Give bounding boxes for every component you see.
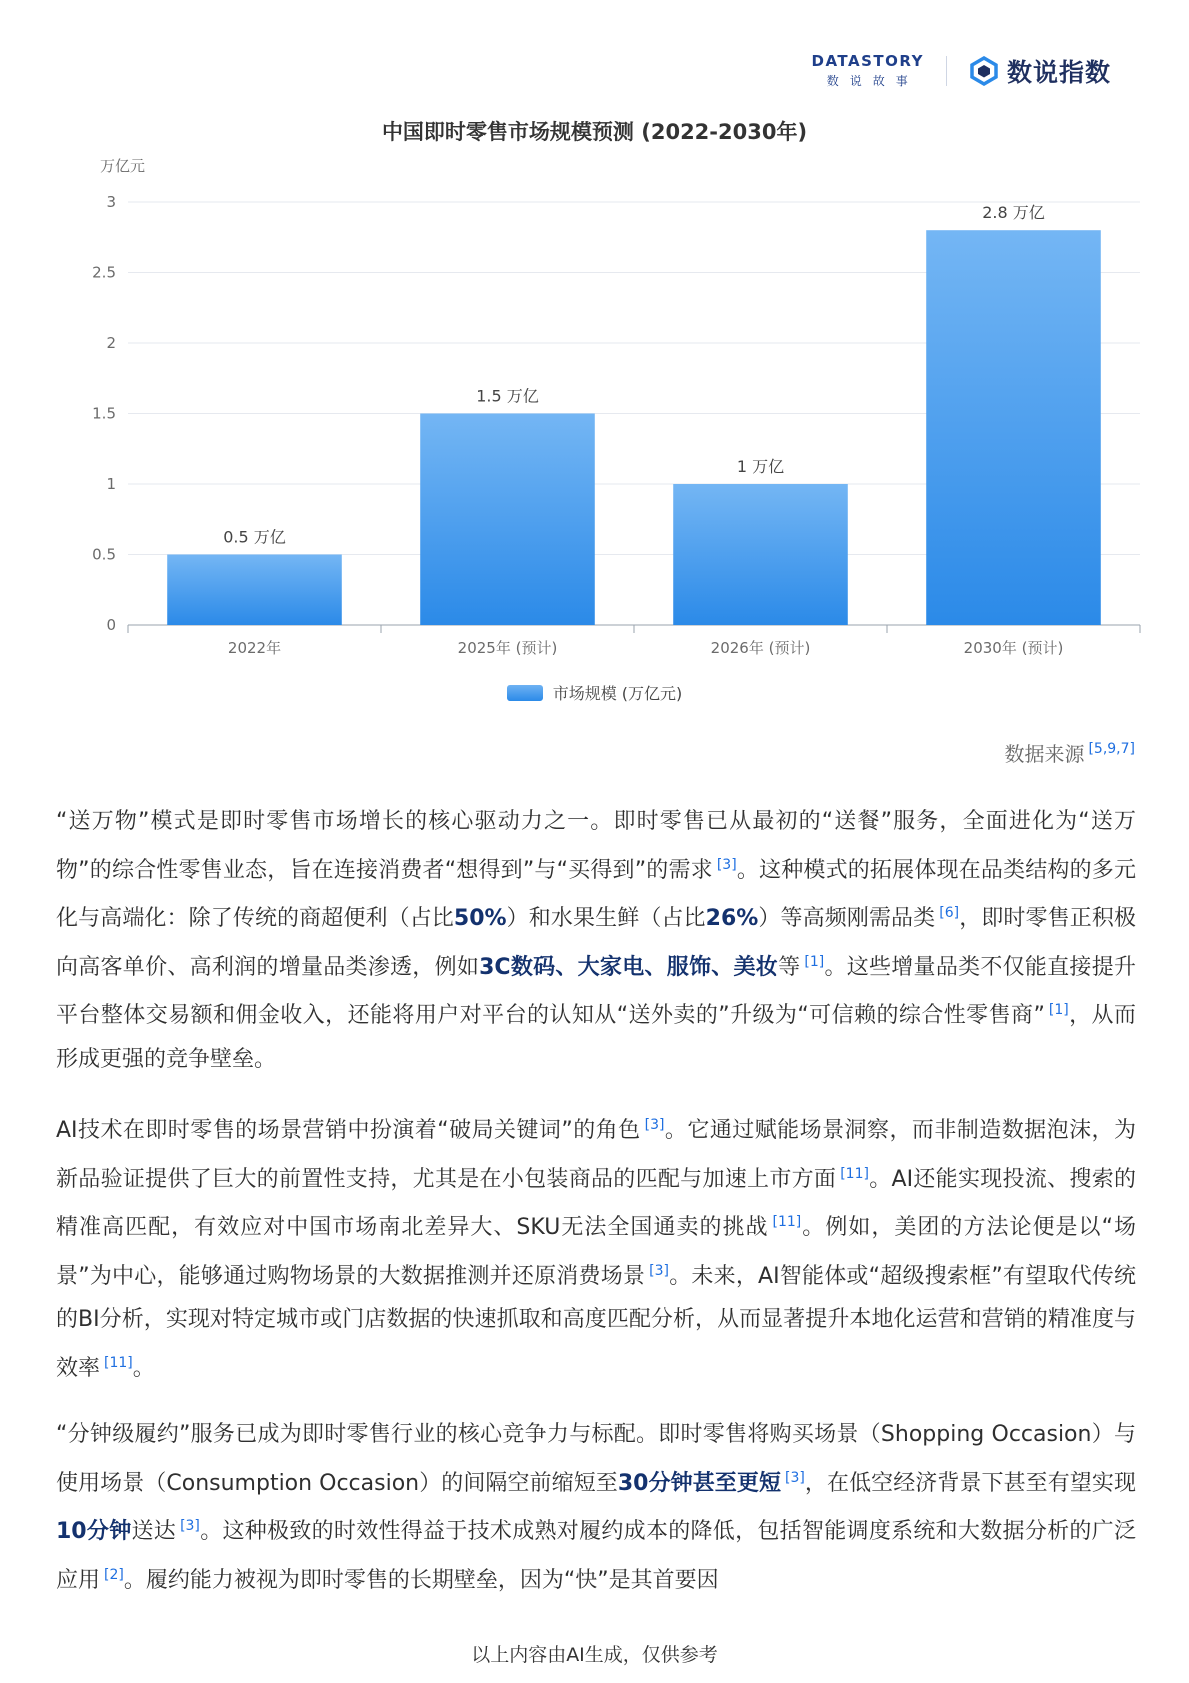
citation[interactable]: [11] <box>772 1214 802 1230</box>
chart-title: 中国即时零售市场规模预测 (2022-2030年) <box>381 120 808 144</box>
data-source-label: 数据来源 <box>1004 742 1085 766</box>
y-tick-label: 2 <box>106 334 116 352</box>
bar[interactable] <box>167 555 342 626</box>
paragraph-2: AI技术在即时零售的场景营销中扮演着“破局关键词”的角色 [3]。它通过赋能场景洞察，而非制造数据泡沫，为新品验证提供了巨大的前置性支持，尤其是在小包装商品的匹配与加速上市方面 [11]。AI还能实现投流、搜索的精准高匹配，有效应对中国市场南北差异大、SKU无法全国通卖的挑战 [11]。例如，美团的方法论便是以“场景”为中心，能够通过购物场景的大数据推测并还原消费场景 [3]。未来，AI智能体或“超级搜索框”有望取代传统的BI分析，实现对特定城市或门店数据的快速抓取和高度匹配分析，从而显著提升本地化运营和营销的精准度与效率 [11]。 <box>56 1117 1136 1381</box>
y-tick-label: 0.5 <box>92 545 116 564</box>
y-tick-label: 3 <box>106 193 116 211</box>
article-content <box>56 800 1136 1625</box>
bar-data-label: 1.5 万亿 <box>476 386 539 406</box>
bar-data-label: 1 万亿 <box>736 457 785 476</box>
data-source <box>1004 738 1135 767</box>
citation[interactable]: [1] <box>804 953 825 970</box>
bar-data-label: 2.8 万亿 <box>982 203 1045 223</box>
citation[interactable]: [2] <box>104 1566 124 1583</box>
citation[interactable]: [3] <box>180 1518 200 1534</box>
citation[interactable]: [3] <box>644 1117 665 1133</box>
citation[interactable]: [6] <box>939 905 960 921</box>
footer-disclaimer: 以上内容由AI生成，仅供参考 <box>471 1644 718 1666</box>
page-header <box>812 52 1111 89</box>
citation[interactable]: [3] <box>716 856 737 873</box>
citation[interactable]: [11] <box>840 1165 869 1182</box>
bar[interactable] <box>673 484 848 625</box>
brand-logo-icon <box>969 56 999 86</box>
legend-swatch <box>507 685 543 701</box>
bar-chart <box>0 150 1189 680</box>
header-divider <box>946 56 947 86</box>
x-tick-label: 2026年 (预计) <box>710 639 811 657</box>
highlight: 3C数码、大家电、服饰、美妆 <box>479 954 779 980</box>
bar[interactable] <box>420 414 595 626</box>
datastory-logo-en: DATASTORY <box>811 52 924 70</box>
highlight: 30分钟甚至更短 <box>617 1470 782 1496</box>
datastory-logo-cn: 数说故事 <box>826 74 919 88</box>
citation[interactable]: [3] <box>649 1262 669 1279</box>
highlight: 50% <box>453 906 507 931</box>
y-axis-label: 万亿元 <box>100 157 146 175</box>
x-tick-label: 2022年 <box>227 639 282 657</box>
y-tick-label: 1.5 <box>92 404 116 423</box>
y-tick-label: 1 <box>106 475 116 493</box>
brand-name: 数说指数 <box>1006 57 1111 87</box>
paragraph-3: “分钟级履约”服务已成为即时零售行业的核心竞争力与标配。即时零售将购买场景（Shopping Occasion）与使用场景（Consumption Occasion）的间隔空前缩短至30分钟甚至更短 [3]，在低空经济背景下甚至有望实现10分钟送达 [3]。这种极致的时效性得益于技术成熟对履约成本的降低，包括智能调度系统和大数据分析的广泛应用 [2]。履约能力被视为即时零售的长期壁垒，因为“快”是其首要因 <box>56 1422 1136 1593</box>
citation[interactable]: [3] <box>785 1469 805 1486</box>
citation[interactable]: [11] <box>104 1354 133 1371</box>
y-tick-label: 0 <box>106 616 116 634</box>
brand <box>969 53 1111 89</box>
highlight: 26% <box>705 906 759 931</box>
chart-legend <box>0 681 1189 704</box>
datastory-logo <box>812 52 924 89</box>
data-source-ref[interactable]: [5,9,7] <box>1088 741 1135 757</box>
citation[interactable]: [1] <box>1048 1002 1069 1018</box>
highlight: 10分钟 <box>56 1519 132 1544</box>
bar-data-label: 0.5 万亿 <box>223 527 286 547</box>
x-tick-label: 2030年 (预计) <box>963 639 1064 657</box>
paragraph-1: “送万物”模式是即时零售市场增长的核心驱动力之一。即时零售已从最初的“送餐”服务，全面进化为“送万物”的综合性零售业态，旨在连接消费者“想得到”与“买得到”的需求 [3]。这种模式的拓展体现在品类结构的多元化与高端化：除了传统的商超便利（占比50%）和水果生鲜（占比26%）等高频刚需品类 [6]，即时零售正积极向高客单价、高利润的增量品类渗透，例如3C数码、大家电、服饰、美妆等 [1]。这些增量品类不仅能直接提升平台整体交易额和佣金收入，还能将用户对平台的认知从“送外卖的”升级为“可信赖的综合性零售商” [1]，从而形成更强的竞争壁垒。 <box>56 809 1136 1072</box>
y-tick-label: 2.5 <box>92 263 116 282</box>
x-tick-label: 2025年 (预计) <box>457 639 558 657</box>
legend-label: 市场规模 (万亿元) <box>552 684 683 703</box>
bar[interactable] <box>926 230 1101 625</box>
